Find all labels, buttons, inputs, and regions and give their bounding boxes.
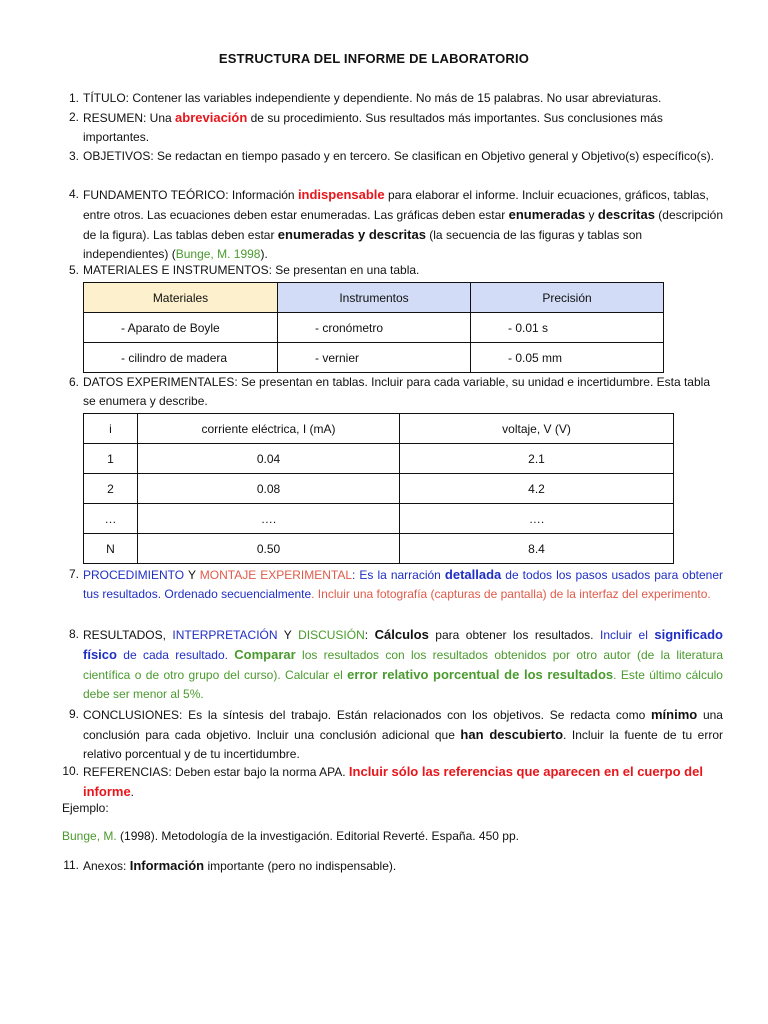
- list-item-materiales: 5. MATERIALES E INSTRUMENTOS: Se presentan en una tabla.: [68, 263, 420, 277]
- table-header-cell: corriente eléctrica, I (mA): [138, 414, 400, 444]
- table-cell: 2.1: [400, 444, 674, 474]
- document-title: ESTRUCTURA DEL INFORME DE LABORATORIO: [218, 51, 530, 66]
- table-header-cell: Instrumentos: [278, 283, 471, 313]
- table-header-cell: Materiales: [84, 283, 278, 313]
- list-item-referencias: 10. REFERENCIAS: Deben estar bajo la norma APA. Incluir sólo las referencias que aparecen en el cuerpo del informe.: [62, 764, 703, 799]
- table-cell: - cilindro de madera: [84, 343, 278, 373]
- table-cell: - 0.01 s: [471, 313, 664, 343]
- table-cell: - Aparato de Boyle: [84, 313, 278, 343]
- table-header-row: [84, 283, 664, 313]
- list-item-conclusiones: 9. CONCLUSIONES: Es la síntesis del trabajo. Están relacionados con los objetivos. Se redacta como mínimo una conclusión para cada objetivo. Incluir una conclusión adicional que han descubierto. Incluir la fuente de tu error relativo porcentual y de tu incertidumbre.: [68, 707, 723, 761]
- table-row: [84, 444, 674, 474]
- table-row: [84, 474, 674, 504]
- table-cell: 2: [84, 474, 138, 504]
- table-row: [84, 534, 674, 564]
- table-cell: …: [84, 504, 138, 534]
- table-cell: - vernier: [278, 343, 471, 373]
- list-item-anexos: 11. Anexos: Información importante (pero no indispensable).: [63, 858, 397, 873]
- table-cell: 4.2: [400, 474, 674, 504]
- table-cell: N: [84, 534, 138, 564]
- table-header-cell: Precisión: [471, 283, 664, 313]
- table-header-cell: i: [84, 414, 138, 444]
- table-header-row: [84, 414, 674, 444]
- table-row: [84, 313, 664, 343]
- table-header-cell: voltaje, V (V): [400, 414, 674, 444]
- table-row: [84, 504, 674, 534]
- table-cell: 0.04: [138, 444, 400, 474]
- table-cell: 0.50: [138, 534, 400, 564]
- list-item-titulo: 1. TÍTULO: Contener las variables independiente y dependiente. No más de 15 palabras. No usar abreviaturas.: [68, 91, 662, 105]
- example-label: Ejemplo:: [62, 801, 109, 815]
- table-cell: ….: [400, 504, 674, 534]
- list-item-resumen: 2. RESUMEN: Una abreviación de su procedimiento. Sus resultados más importantes. Sus conclusiones más importantes.: [68, 110, 663, 144]
- table-cell: ….: [138, 504, 400, 534]
- list-item-procedimiento: 7. PROCEDIMIENTO Y MONTAJE EXPERIMENTAL: Es la narración detallada de todos los pasos usados para obtener tus resultados. Ordenado secuencialmente. Incluir una fotografía (capturas de pantalla) de la interfaz del experimento.: [68, 567, 723, 601]
- list-item-datos: 6. DATOS EXPERIMENTALES: Se presentan en tablas. Incluir para cada variable, su unidad e incertidumbre. Esta tabla se enumera y describe.: [68, 375, 710, 408]
- list-item-resultados: 8. RESULTADOS, INTERPRETACIÓN Y DISCUSIÓN: Cálculos para obtener los resultados. Incluir el significado físico de cada resultado. Comparar los resultados con los resultados obtenidos por otro autor (de la literatura científica o de otro grupo del curso). Calcular el error relativo porcentual de los resultados. Este último cálculo debe ser menor al 5%.: [68, 627, 724, 701]
- data-table: [83, 413, 674, 564]
- table-cell: 8.4: [400, 534, 674, 564]
- table-cell: 1: [84, 444, 138, 474]
- table-cell: - cronómetro: [278, 313, 471, 343]
- materials-table: [83, 282, 664, 373]
- table-row: [84, 343, 664, 373]
- example-reference: Bunge, M. (1998). Metodología de la investigación. Editorial Reverté. España. 450 pp.: [62, 829, 519, 843]
- list-item-objetivos: 3. OBJETIVOS: Se redactan en tiempo pasado y en tercero. Se clasifican en Objetivo general y Objetivo(s) específico(s).: [68, 149, 714, 163]
- table-cell: - 0.05 mm: [471, 343, 664, 373]
- list-item-fundamento: 4. FUNDAMENTO TEÓRICO: Información indispensable para elaborar el informe. Incluir ecuaciones, gráficos, tablas, entre otros. Las ecuaciones deben estar enumeradas. Las gráficas deben estar enumeradas y descritas (descripción de la figura). Las tablas deben estar enumeradas y descritas (la secuencia de las figuras y tablas son independientes) (Bunge, M. 1998).: [68, 187, 723, 261]
- table-cell: 0.08: [138, 474, 400, 504]
